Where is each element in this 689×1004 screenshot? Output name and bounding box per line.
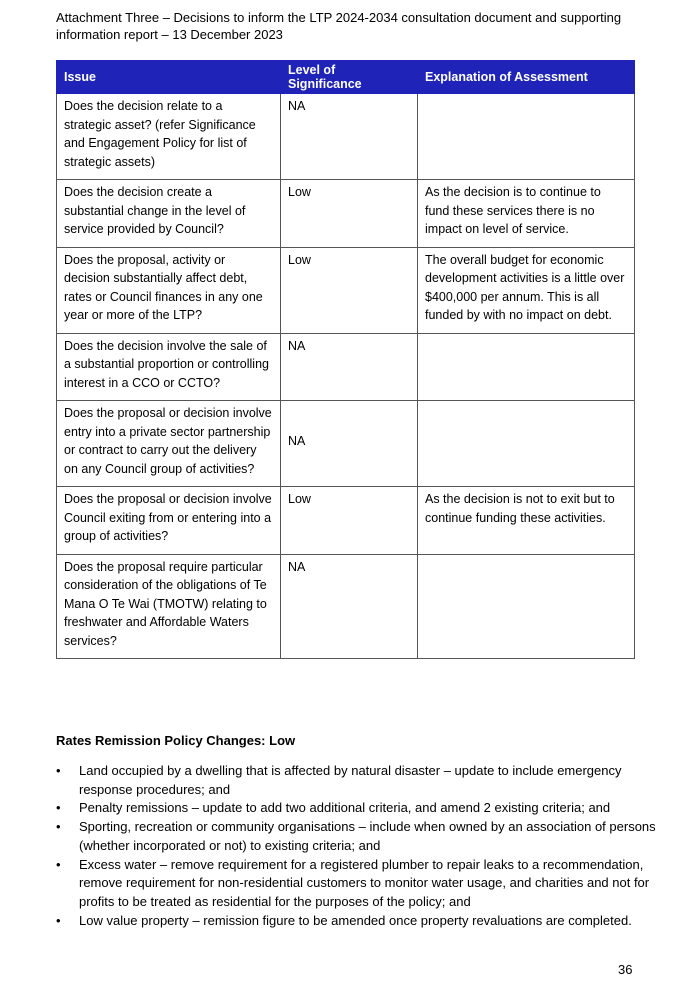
bullet-icon: •: [56, 856, 61, 872]
table-row: [57, 487, 635, 555]
list-item-text: Excess water – remove requirement for a registered plumber to repair leaks to a recommendation, remove requirement for non-residential customers to monitor water usage, and charities and not for profits to be treated as residential for the purposes of the policy; and: [79, 856, 650, 909]
column-header-explanation: Explanation of Assessment: [418, 61, 635, 94]
column-header-issue: Issue: [57, 61, 281, 94]
header-line-1: Attachment Three – Decisions to inform the LTP 2024-2034 consultation document and supporting: [56, 10, 622, 25]
list-item: [56, 818, 656, 855]
bullet-list: [56, 762, 656, 930]
column-header-level: Level of Significance: [281, 61, 418, 94]
explanation-cell: The overall budget for economic development activities is a little over $400,000 per annum. This is all funded by with no impact on debt.: [418, 247, 635, 333]
list-item-text: Penalty remissions – update to add two additional criteria, and amend 2 existing criteria; and: [79, 800, 611, 816]
list-item: [56, 799, 656, 818]
issue-cell: Does the decision involve the sale of a substantial proportion or controlling interest in a CCO or CCTO?: [57, 333, 281, 401]
section-title: Rates Remission Policy Changes: Low: [56, 733, 296, 748]
header-line-2: information report – 13 December 2023: [56, 27, 283, 42]
table-row: [57, 401, 635, 487]
table-header-row: [57, 61, 635, 94]
issue-cell: Does the proposal or decision involve Council exiting from or entering into a group of activities?: [57, 487, 281, 555]
issue-cell: Does the proposal require particular consideration of the obligations of Te Mana O Te Wai (TMOTW) relating to freshwater and Affordable Waters services?: [57, 554, 281, 659]
explanation-cell: [418, 401, 635, 487]
list-item-text: Sporting, recreation or community organisations – include when owned by an association of persons (whether incorporated or not) to existing criteria; and: [79, 819, 656, 853]
table-row: [57, 333, 635, 401]
table-row: [57, 94, 635, 180]
list-item-text: Land occupied by a dwelling that is affected by natural disaster – update to include emergency response procedures; and: [79, 763, 622, 797]
level-cell: NA: [281, 94, 418, 180]
bullet-icon: •: [56, 763, 61, 778]
significance-table: [56, 60, 635, 659]
issue-cell: Does the proposal, activity or decision substantially affect debt, rates or Council finances in any one year or more of the LTP?: [57, 247, 281, 333]
explanation-cell: [418, 94, 635, 180]
level-cell: Low: [281, 180, 418, 248]
bullet-icon: •: [56, 819, 61, 835]
page-number: 36: [618, 962, 633, 977]
list-item: [56, 762, 656, 799]
issue-cell: Does the decision create a substantial change in the level of service provided by Council?: [57, 180, 281, 248]
explanation-cell: As the decision is not to exit but to continue funding these activities.: [418, 487, 635, 555]
level-cell: NA: [281, 401, 418, 487]
bullet-icon: •: [56, 800, 61, 816]
table-row: [57, 554, 635, 659]
list-item: [56, 856, 656, 912]
list-item-text: Low value property – remission figure to be amended once property revaluations are completed.: [79, 912, 632, 928]
list-item: [56, 912, 656, 931]
level-cell: NA: [281, 333, 418, 401]
table-row: [57, 180, 635, 248]
explanation-cell: [418, 333, 635, 401]
explanation-cell: [418, 554, 635, 659]
issue-cell: Does the decision relate to a strategic asset? (refer Significance and Engagement Policy for list of strategic assets): [57, 94, 281, 180]
level-cell: Low: [281, 247, 418, 333]
bullet-icon: •: [56, 912, 61, 928]
document-header: [56, 9, 656, 43]
table-row: [57, 247, 635, 333]
issue-cell: Does the proposal or decision involve entry into a private sector partnership or contract to carry out the delivery on any Council group of activities?: [57, 401, 281, 487]
explanation-cell: As the decision is to continue to fund these services there is no impact on level of service.: [418, 180, 635, 248]
level-cell: NA: [281, 554, 418, 659]
level-cell: Low: [281, 487, 418, 555]
